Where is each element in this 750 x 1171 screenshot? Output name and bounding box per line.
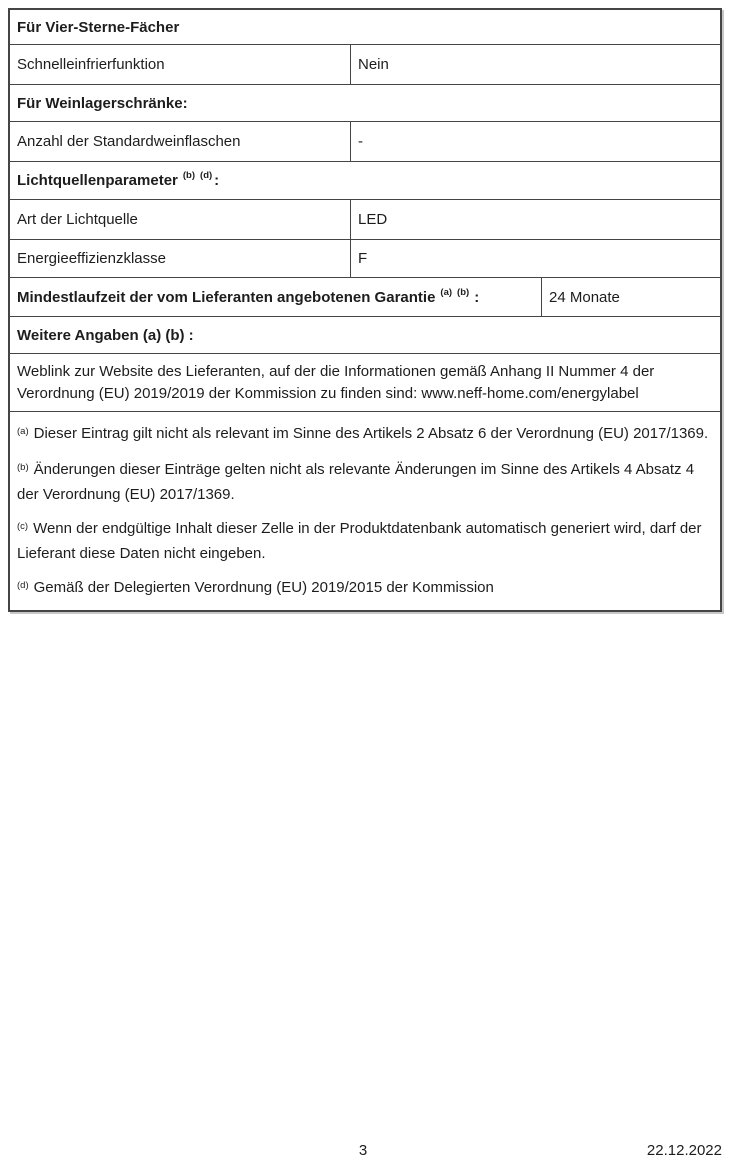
footnote-ref-b2: (b): [457, 286, 470, 298]
footnote-a-marker: (a): [17, 426, 29, 437]
row-light-source-type: [10, 199, 720, 239]
row-weblink: [10, 353, 720, 411]
warranty-label: [10, 278, 542, 316]
page-footer: [0, 1142, 750, 1162]
fast-freeze-label: Schnelleinfrierfunktion: [10, 45, 351, 84]
footnote-a: [17, 422, 713, 447]
footnote-d-marker: (d): [17, 580, 29, 591]
footnote-b: [17, 458, 713, 506]
row-warranty: [10, 277, 720, 316]
footnote-ref-a: (a): [440, 286, 453, 298]
footnote-ref-b: (b): [182, 170, 196, 181]
row-light-efficiency: [10, 239, 720, 277]
light-params-colon: :: [214, 172, 220, 189]
row-additional-info-header: [10, 316, 720, 353]
wine-bottles-value: -: [358, 133, 363, 150]
row-wine-bottles: [10, 121, 720, 161]
section-title-wine: Für Weinlagerschränke:: [17, 94, 188, 112]
section-title-light-params: [10, 162, 720, 199]
light-params-title: Lichtquellenparameter: [17, 172, 178, 189]
warranty-value: 24 Monate: [549, 288, 620, 306]
footnote-d-text: Gemäß der Delegierten Verordnung (EU) 2019/2015 der Kommission: [33, 579, 494, 596]
footnotes-block: [10, 412, 720, 610]
row-wine-header: [10, 84, 720, 121]
row-fast-freeze: [10, 44, 720, 84]
section-title-additional-info: Weitere Angaben (a) (b) :: [17, 326, 194, 344]
document-date: 22.12.2022: [646, 1142, 722, 1159]
wine-bottles-label: Anzahl der Standardweinflaschen: [10, 122, 351, 161]
footnote-ref-d: (d): [200, 170, 213, 181]
light-class-value: F: [358, 250, 368, 267]
footnote-d: [17, 576, 713, 601]
row-footnotes: [10, 411, 720, 610]
footnote-b-marker: (b): [17, 462, 29, 473]
section-title-four-star: Für Vier-Sterne-Fächer: [17, 18, 180, 36]
light-class-label: Energieeffizienzklasse: [10, 240, 351, 277]
footnote-c: [17, 517, 713, 565]
footnote-c-text: Wenn der endgültige Inhalt dieser Zelle in der Produktdatenbank automatisch generiert wird, darf der Lieferant diese Daten nicht eingeben.: [17, 520, 702, 562]
footnote-a-text: Dieser Eintrag gilt nicht als relevant im Sinne des Artikels 2 Absatz 6 der Verordnung (EU) 2017/1369.: [33, 425, 709, 442]
row-light-params-header: [10, 161, 720, 199]
warranty-colon: :: [474, 288, 480, 306]
weblink-text: Weblink zur Website des Lieferanten, auf der die Informationen gemäß Anhang II Nummer 4 der Verordnung (EU) 2019/2019 der Kommission zu finden sind: www.neff-home.com/energylabel: [17, 363, 655, 402]
light-type-value: LED: [358, 211, 388, 228]
footnote-c-marker: (c): [17, 521, 29, 532]
light-type-label: Art der Lichtquelle: [10, 200, 351, 239]
warranty-label-text: Mindestlaufzeit der vom Lieferanten angebotenen Garantie: [17, 288, 436, 306]
product-datasheet-table: [8, 8, 722, 612]
fast-freeze-value: Nein: [358, 56, 389, 73]
page-number: 3: [358, 1142, 368, 1159]
footnote-b-text: Änderungen dieser Einträge gelten nicht als relevante Änderungen im Sinne des Artikels 4 Absatz 4 der Verordnung (EU) 2017/1369.: [17, 461, 695, 503]
row-four-star-header: [10, 10, 720, 44]
